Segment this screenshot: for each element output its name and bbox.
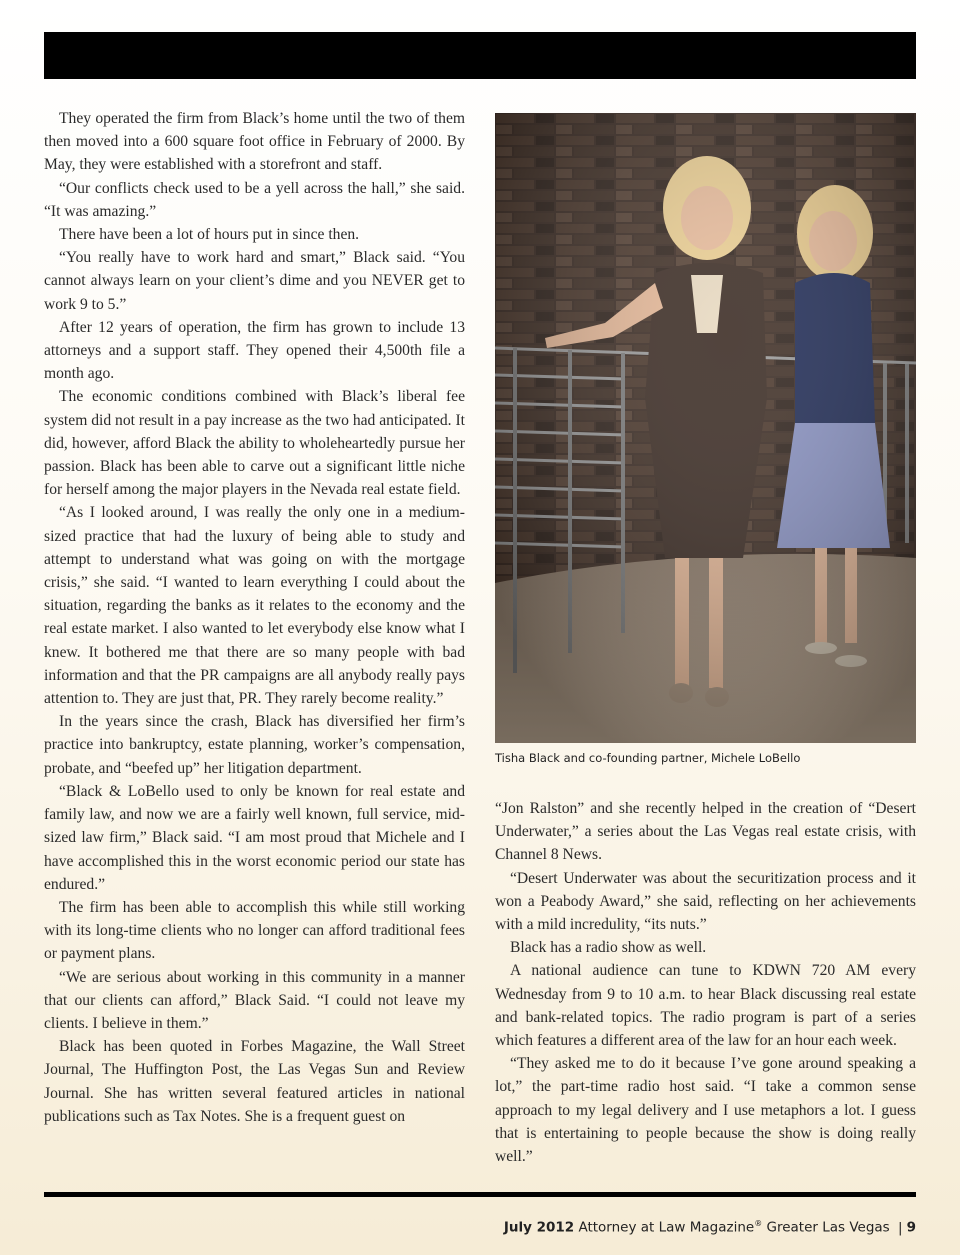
paragraph: “You really have to work hard and smart,” Black said. “You cannot always learn on your client’s dime and you NEVER get to work 9 to 5.” — [44, 249, 465, 313]
footer-issue-date: July 2012 — [503, 1219, 575, 1236]
portrait-photo — [495, 113, 916, 743]
paragraph: “Desert Underwater was about the securitization process and it won a Peabody Award,” she said, reflecting on her achievements with a mild incredulity, “its nuts.” — [495, 869, 916, 934]
registered-mark: ® — [754, 1219, 763, 1228]
paragraph: The economic conditions combined with Black’s liberal fee system did not result in a pay increase as the two had anticipated. It did, however, afford Black the ability to wholeheartedly pursue her passion. Black has been able to carve out a significant little niche for herself among the major players in the Nevada real estate field. — [44, 388, 465, 499]
header-bar — [44, 32, 916, 79]
paragraph: “We are serious about working in this community in a manner that our clients can afford,” Black Said. “I could not leave my clients. I believe in them.” — [44, 968, 465, 1032]
paragraph: In the years since the crash, Black has diversified her firm’s practice into bankruptcy, estate planning, worker’s compensation, probate, and “beefed up” her litigation department. — [44, 713, 465, 777]
footer-magazine-name: Attorney at Law Magazine — [578, 1219, 755, 1236]
footer-rule — [44, 1192, 916, 1197]
footer-edition: Greater Las Vegas — [766, 1219, 890, 1236]
paragraph: After 12 years of operation, the firm has grown to include 13 attorneys and a support staff. They opened their 4,500th file a month ago. — [44, 318, 465, 383]
footer-separator: | — [898, 1219, 903, 1236]
paragraph: A national audience can tune to KDWN 720 AM every Wednesday from 9 to 10 a.m. to hear Black discussing real estate and bank-related topics. The radio program is part of a series which features a different area of the law for an hour each week. — [495, 962, 916, 1050]
article-left-column — [44, 107, 465, 1128]
paragraph: “Black & LoBello used to only be known for real estate and family law, and now we are a fairly well known, full service, mid-sized law firm,” Black said. “I am most proud that Michele and I have accomplished this in the worst economic period our state has endured.” — [44, 782, 465, 893]
paragraph: “As I looked around, I was really the only one in a medium-sized practice that had the luxury of being able to study and attempt to understand what was going on with the mortgage crisis,” she said. “I wanted to learn everything I could about the situation, regarding the banks as it relates to the economy and the real estate market. I also wanted to let everybody else know what I knew. It bothered me that there are so many people with bad information and that the PR campaigns are all anybody really pays attention to. They are just that, PR. They rarely become reality.” — [44, 504, 465, 708]
paragraph: They operated the firm from Black’s home until the two of them then moved into a 600 square foot office in February of 2000. By May, they were established with a storefront and staff. — [44, 110, 465, 174]
paragraph: There have been a lot of hours put in since then. — [59, 226, 360, 244]
paragraph: “Our conflicts check used to be a yell across the hall,” she said. “It was amazing.” — [44, 179, 465, 220]
paragraph: “Jon Ralston” and she recently helped in the creation of “Desert Underwater,” a series about the Las Vegas real estate crisis, with Channel 8 News. — [495, 800, 916, 864]
page-footer — [504, 1219, 916, 1236]
paragraph: Black has been quoted in Forbes Magazine, the Wall Street Journal, The Huffington Post, the Las Vegas Sun and Review Journal. She has written several featured articles in national publications such as Tax Notes. She is a frequent guest on — [44, 1038, 465, 1125]
page-number: 9 — [906, 1219, 916, 1236]
article-right-column — [495, 797, 916, 1168]
paragraph: “They asked me to do it because I’ve gone around speaking a lot,” the part-time radio host said. “I take a common sense approach to my legal delivery and I use metaphors a lot. I guess that is entertaining to people because the show is doing really well.” — [495, 1055, 916, 1166]
paragraph: Black has a radio show as well. — [510, 939, 707, 957]
paragraph: The firm has been able to accomplish this while still working with its long-time clients who no longer can afford traditional fees or payment plans. — [44, 898, 465, 963]
photo-caption: Tisha Black and co-founding partner, Michele LoBello — [495, 751, 801, 765]
